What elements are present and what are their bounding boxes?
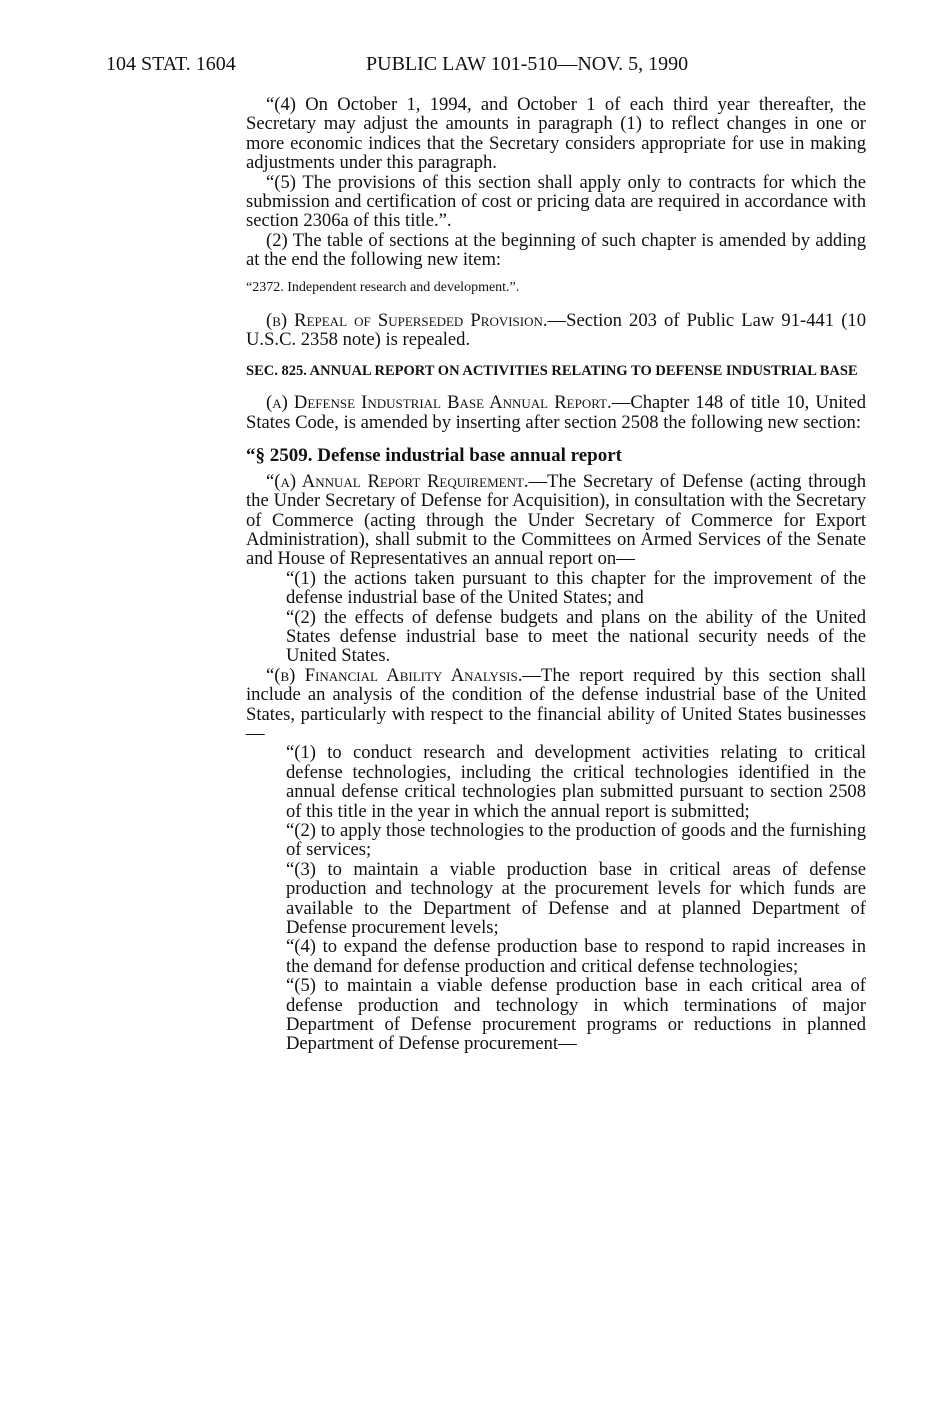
analysis-item-2: “(2) to apply those technologies to the production of goods and the furnishing of services; — [286, 820, 866, 861]
subsection-a-text: —Chapter 148 of title 10, United States Code, is amended by inserting after section 2508 the following new section: — [246, 392, 866, 433]
financial-ability-text: —The report required by this section shall include an analysis of the condition of the defense industrial base of the United States, particularly with respect to the financial ability of United States businesses— — [246, 664, 867, 744]
paragraph-2-table-amendment: (2) The table of sections at the beginning of such chapter is amended by adding at the end the following new item: — [246, 229, 866, 271]
report-requirement-heading: “(a) Annual Report Requirement. — [266, 470, 529, 492]
report-requirement — [246, 472, 866, 569]
analysis-item-4: “(4) to expand the defense production base to respond to rapid increases in the demand for defense production and critical defense technologies; — [286, 936, 866, 977]
document-body — [246, 95, 866, 1054]
subsection-a-annual-report — [246, 393, 866, 432]
new-table-item: “2372. Independent research and development.”. — [246, 279, 520, 295]
analysis-item-3: “(3) to maintain a viable production base in critical areas of defense production and technology at the procurement levels for which funds are available to the Department of Defense and at planned Department of Defense procurement levels; — [286, 858, 866, 939]
section-2509-heading: “§ 2509. Defense industrial base annual report — [246, 445, 622, 467]
analysis-item-1: “(1) to conduct research and development activities relating to critical defense technologies, including the critical technologies identified in the annual defense critical technologies plan submitted pursuant to section 2508 of this title in the year in which the annual report is submitted; — [286, 742, 866, 822]
public-law-title: PUBLIC LAW 101-510—NOV. 5, 1990 — [366, 53, 689, 75]
subsection-b-repeal — [246, 311, 866, 350]
section-825-heading: SEC. 825. ANNUAL REPORT ON ACTIVITIES RELATING TO DEFENSE INDUSTRIAL BASE — [246, 363, 858, 380]
financial-ability-analysis — [246, 666, 866, 744]
paragraph-4: “(4) On October 1, 1994, and October 1 of each third year thereafter, the Secretary may adjust the amounts in paragraph (1) to reflect changes in one or more economic indices that the Secretary considers appropriate for use in making adjustments under this paragraph. — [246, 94, 866, 174]
subsection-b-heading: (b) Repeal of Superseded Provision. — [266, 309, 548, 331]
analysis-item-5: “(5) to maintain a viable defense production base in each critical area of defense production and technology in which terminations of major Department of Defense procurement programs or reductions in planned Department of Defense procurement— — [286, 975, 866, 1055]
subsection-a-heading: (a) Defense Industrial Base Annual Report. — [266, 392, 612, 414]
requirement-item-2: “(2) the effects of defense budgets and plans on the ability of the United States defense industrial base to meet the national security needs of the United States. — [286, 606, 866, 667]
financial-ability-heading: “(b) Financial Ability Analysis. — [266, 664, 523, 686]
report-requirement-text: —The Secretary of Defense (acting through the Under Secretary of Defense for Acquisition), in consultation with the Secretary of Commerce (acting through the Under Secretary of Commerce for Export Administration), shall submit to the Committees on Armed Services of the Senate and House of Representatives an annual report on— — [246, 470, 867, 570]
stat-page-number: 104 STAT. 1604 — [106, 53, 236, 75]
requirement-item-1: “(1) the actions taken pursuant to this chapter for the improvement of the defense industrial base of the United States; and — [286, 567, 866, 609]
paragraph-5: “(5) The provisions of this section shall apply only to contracts for which the submission and certification of cost or pricing data are required in accordance with section 2306a of this title.”. — [246, 171, 866, 232]
subsection-b-text: —Section 203 of Public Law 91-441 (10 U.S.C. 2358 note) is repealed. — [246, 309, 867, 351]
